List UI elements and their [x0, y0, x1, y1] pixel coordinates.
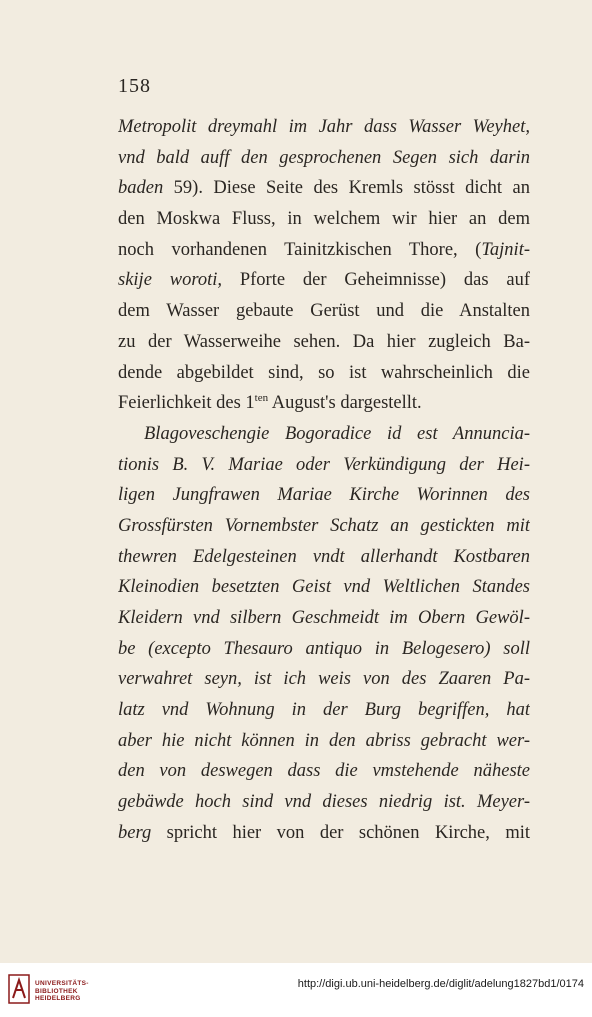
- text-segment: den von deswegen dass die vmstehende näheste: [118, 761, 530, 782]
- text-line: [118, 756, 530, 787]
- text-segment: zu der Wasserweihe sehen. Da hier zugleich Ba-: [118, 331, 530, 352]
- text-line: [118, 265, 530, 296]
- source-url-link[interactable]: http://digi.ub.uni-heidelberg.de/diglit/adelung1827bd1/0174: [297, 978, 584, 990]
- text-line: [118, 634, 530, 665]
- library-name-line: BIBLIOTHEK: [35, 987, 78, 995]
- text-line: [118, 419, 530, 450]
- text-line: [118, 296, 530, 327]
- text-segment: Kleidern vnd silbern Geschmeidt im Obern Gewöl-: [118, 608, 530, 628]
- text-segment: dem Wasser gebaute Gerüst und die Anstalten: [118, 301, 530, 322]
- text-segment: vnd bald auff den gesprochenen Segen sich darin: [118, 147, 530, 168]
- text-line: [118, 143, 530, 174]
- library-name: [35, 980, 89, 1003]
- text-segment: August's dargestellt.: [268, 393, 422, 414]
- text-segment: 59). Diese Seite des Kremls stösst dicht an: [163, 178, 530, 199]
- text-segment: spricht hier von der schönen Kirche, mit: [151, 822, 530, 843]
- library-name-line: UNIVERSITÄTS-: [35, 980, 89, 987]
- text-line: [118, 818, 530, 849]
- text-line: [118, 787, 530, 818]
- text-line: [118, 664, 530, 695]
- text-line: [118, 572, 530, 603]
- text-line: [118, 327, 530, 358]
- text-segment: Feierlichkeit des 1: [118, 393, 255, 414]
- text-segment: baden: [118, 178, 164, 199]
- text-line: [118, 726, 530, 757]
- text-line: [118, 603, 530, 634]
- text-segment: be (excepto Thesauro antiquo in Belogesero) soll: [118, 638, 530, 659]
- text-line: [118, 388, 530, 419]
- text-segment: Pforte der Geheimnisse) das auf: [222, 270, 530, 291]
- text-line: [118, 204, 530, 235]
- text-segment: noch vorhandenen Tainitzkischen Thore, (: [118, 239, 482, 260]
- text-segment: dende abgebildet sind, so ist wahrscheinlich die: [118, 362, 530, 383]
- text-line: [118, 695, 530, 726]
- library-logo-icon: [8, 974, 30, 1004]
- text-line: [118, 112, 530, 143]
- text-line: [118, 480, 530, 511]
- text-line: [118, 173, 530, 204]
- text-segment: Grossfürsten Vornembster Schatz an gestickten mit: [118, 515, 530, 536]
- text-line: [118, 235, 530, 266]
- text-segment: Kleinodien besetzten Geist vnd Weltlichen Standes: [118, 577, 530, 598]
- text-segment: aber hie nicht können in den abriss gebracht wer-: [118, 730, 530, 751]
- text-line: [118, 542, 530, 573]
- text-segment: tionis B. V. Mariae oder Verkündigung der Hei-: [118, 454, 530, 475]
- text-line: [118, 358, 530, 389]
- superscript: ten: [254, 392, 269, 405]
- text-segment: Tajnit-: [481, 239, 530, 260]
- library-name-line: HEIDELBERG: [35, 995, 81, 1002]
- text-segment: Blagoveschengie Bogoradice id est Annuncia-: [144, 423, 530, 444]
- text-segment: skije woroti,: [118, 270, 222, 291]
- text-segment: gebäwde hoch sind vnd dieses niedrig ist. Meyer-: [118, 792, 530, 813]
- text-segment: ligen Jungfrawen Mariae Kirche Worinnen des: [118, 485, 530, 506]
- text-segment: berg: [118, 822, 152, 843]
- text-segment: latz vnd Wohnung in der Burg begriffen, hat: [118, 700, 530, 721]
- text-segment: Metropolit dreymahl im Jahr dass Wasser Weyhet,: [118, 117, 530, 137]
- text-line: [118, 511, 530, 542]
- text-line: [118, 450, 530, 481]
- text-segment: verwahret seyn, ist ich weis von des Zaaren Pa-: [118, 669, 530, 690]
- text-segment: den Moskwa Fluss, in welchem wir hier an dem: [118, 209, 530, 230]
- page-number: 158: [118, 75, 151, 97]
- text-segment: thewren Edelgesteinen vndt allerhandt Kostbaren: [118, 546, 530, 567]
- footer-bar: [0, 963, 592, 1017]
- body-text: [118, 112, 530, 849]
